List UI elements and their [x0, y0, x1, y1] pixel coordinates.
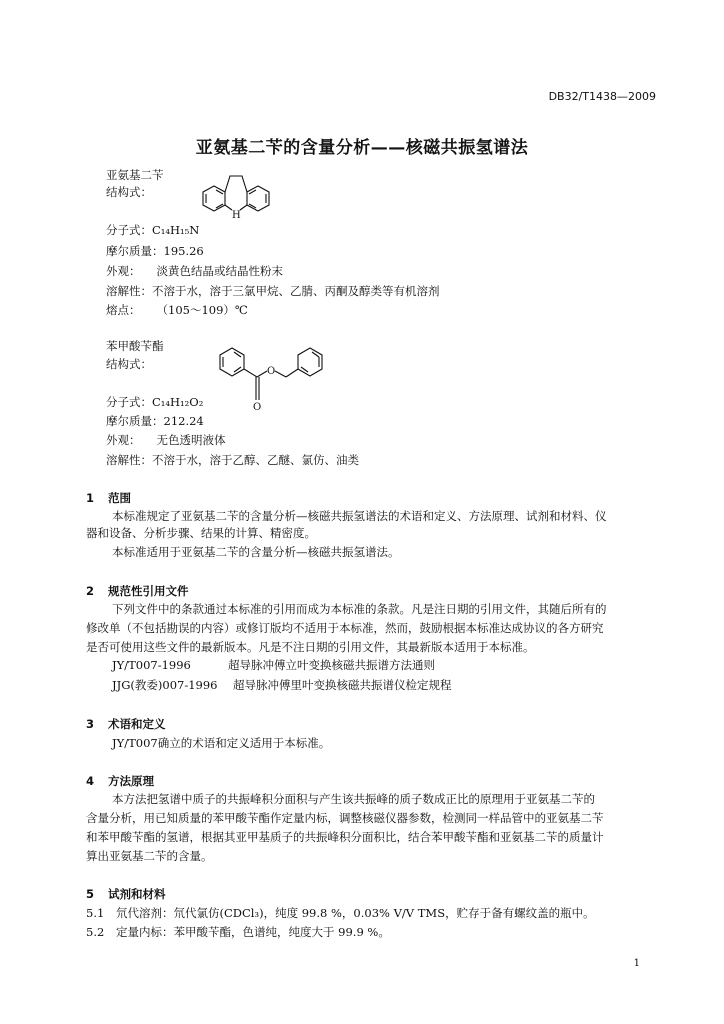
section-1-paragraph-line: 本标准规定了亚氨基二苄的含量分析—核磁共振氢谱法的术语和定义、方法原理、试剂和材料、仪: [112, 509, 607, 523]
section-2-paragraph-line: 下列文件中的条款通过本标准的引用而成为本标准的条款。凡是注日期的引用文件，其随后所有的: [112, 602, 607, 616]
compound2-structure-label: 结构式：: [106, 357, 152, 371]
section-4-paragraph-line: 和苯甲酸苄酯的氢谱，根据其亚甲基质子的共振峰积分面积比，结合苯甲酸苄酯和亚氨基二苄的质量计: [86, 830, 604, 844]
compound1-appearance: 外观： 淡黄色结晶或结晶性粉末: [106, 264, 283, 278]
page-number: 1: [633, 958, 640, 969]
subsection-5-1: 5.1 氘代溶剂：氘代氯仿(CDCl₃)，纯度 99.8 %，0.03% V/V TMS，贮存于备有螺纹盖的瓶中。: [86, 906, 595, 920]
ester-oxygen-label: O: [267, 366, 276, 377]
section-3-paragraph: JY/T007确立的术语和定义适用于本标准。: [112, 736, 331, 750]
section-1-heading: 1 范围: [86, 491, 131, 505]
compound1-name: 亚氨基二苄: [106, 168, 164, 182]
section-2-paragraph-line: 修改单（不包括勘误的内容）或修订版均不适用于本标准，然而，鼓励根据本标准达成协议的各方研究: [86, 621, 604, 635]
compound2-formula: 分子式：C₁₄H₁₂O₂: [106, 395, 204, 409]
section-3-heading: 3 术语和定义: [86, 717, 166, 731]
ethylene-bridge: [225, 176, 247, 192]
section-2-paragraph-line: 是否可使用这些文件的最新版本。凡是不注日期的引用文件，其最新版本适用于本标准。: [86, 640, 535, 654]
benzoyl-ring: [220, 348, 244, 376]
section-4-paragraph-line: 本方法把氢谱中质子的共振峰积分面积与产生该共振峰的质子数成正比的原理用于亚氨基二苄的: [112, 792, 595, 806]
subsection-5-2: 5.2 定量内标：苯甲酸苄酯，色谱纯，纯度大于 99.9 %。: [86, 925, 390, 939]
compound1-formula: 分子式：C₁₄H₁₅N: [106, 223, 200, 237]
section-1-paragraph-line: 本标准适用于亚氨基二苄的含量分析—核磁共振氢谱法。: [112, 545, 400, 559]
section-4-heading: 4 方法原理: [86, 774, 154, 788]
document-code: DB32/T1438—2009: [548, 90, 656, 103]
section-5-heading: 5 试剂和材料: [86, 887, 166, 901]
compound2-molar-mass: 摩尔质量：212.24: [106, 414, 204, 428]
benzyl-ring: [298, 348, 322, 376]
compound2-solubility: 溶解性：不溶于水，溶于乙醇、乙醚、氯仿、油类: [106, 453, 359, 467]
section-1-paragraph-line: 器和设备、分析步骤、结果的计算、精密度。: [86, 526, 316, 540]
compound1-solubility: 溶解性：不溶于水，溶于三氯甲烷、乙腈、丙酮及醇类等有机溶剂: [106, 284, 440, 298]
compound1-structure-label: 结构式：: [106, 185, 152, 199]
compound1-structure-diagram: [186, 160, 286, 228]
compound2-appearance: 外观： 无色透明液体: [106, 433, 226, 447]
nh-atom-label: H: [232, 210, 241, 221]
compound2-structure-diagram: [210, 340, 345, 415]
reference-item: JJG(教委)007-1996 超导脉冲傅里叶变换核磁共振谱仪检定规程: [112, 678, 452, 692]
section-4-paragraph-line: 算出亚氨基二苄的含量。: [86, 849, 213, 863]
compound2-name: 苯甲酸苄酯: [106, 339, 164, 353]
compound1-melting-point: 熔点： （105～109）℃: [106, 303, 248, 317]
section-2-heading: 2 规范性引用文件: [86, 584, 189, 598]
reference-item: JY/T007-1996 超导脉冲傅立叶变换核磁共振谱方法通则: [112, 658, 435, 672]
carbonyl-oxygen-label: O: [253, 402, 262, 413]
compound1-molar-mass: 摩尔质量：195.26: [106, 244, 204, 258]
document-title: 亚氨基二苄的含量分析——核磁共振氢谱法: [195, 138, 529, 158]
section-4-paragraph-line: 含量分析，用已知质量的苯甲酸苄酯作定量内标，调整核磁仪器参数，检测同一样品管中的亚氨基二苄: [86, 811, 604, 825]
